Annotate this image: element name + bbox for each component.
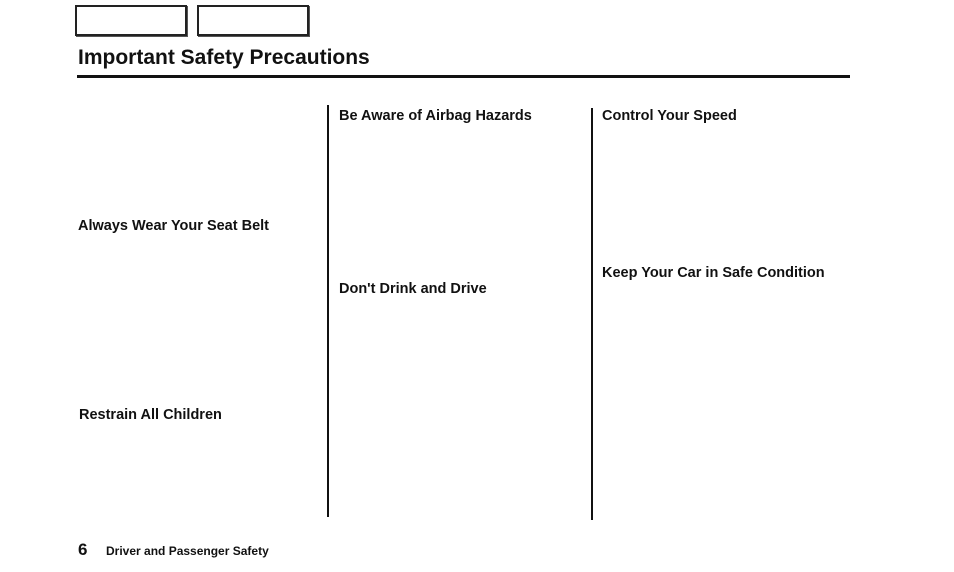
column-divider-2 — [591, 108, 593, 520]
heading-airbag-hazards: Be Aware of Airbag Hazards — [339, 108, 532, 124]
page-title: Important Safety Precautions — [78, 46, 370, 69]
navigation-tab-box-1[interactable] — [75, 5, 187, 36]
column-divider-1 — [327, 105, 329, 517]
heading-restrain-children: Restrain All Children — [79, 407, 222, 423]
heading-dont-drink-drive: Don't Drink and Drive — [339, 281, 487, 297]
heading-safe-condition: Keep Your Car in Safe Condition — [602, 265, 825, 281]
footer-page-number: 6 — [78, 540, 88, 559]
heading-control-speed: Control Your Speed — [602, 108, 737, 124]
title-rule — [77, 75, 850, 78]
navigation-tab-box-2[interactable] — [197, 5, 309, 36]
footer-section-title: Driver and Passenger Safety — [106, 544, 269, 558]
heading-seat-belt: Always Wear Your Seat Belt — [78, 218, 269, 234]
